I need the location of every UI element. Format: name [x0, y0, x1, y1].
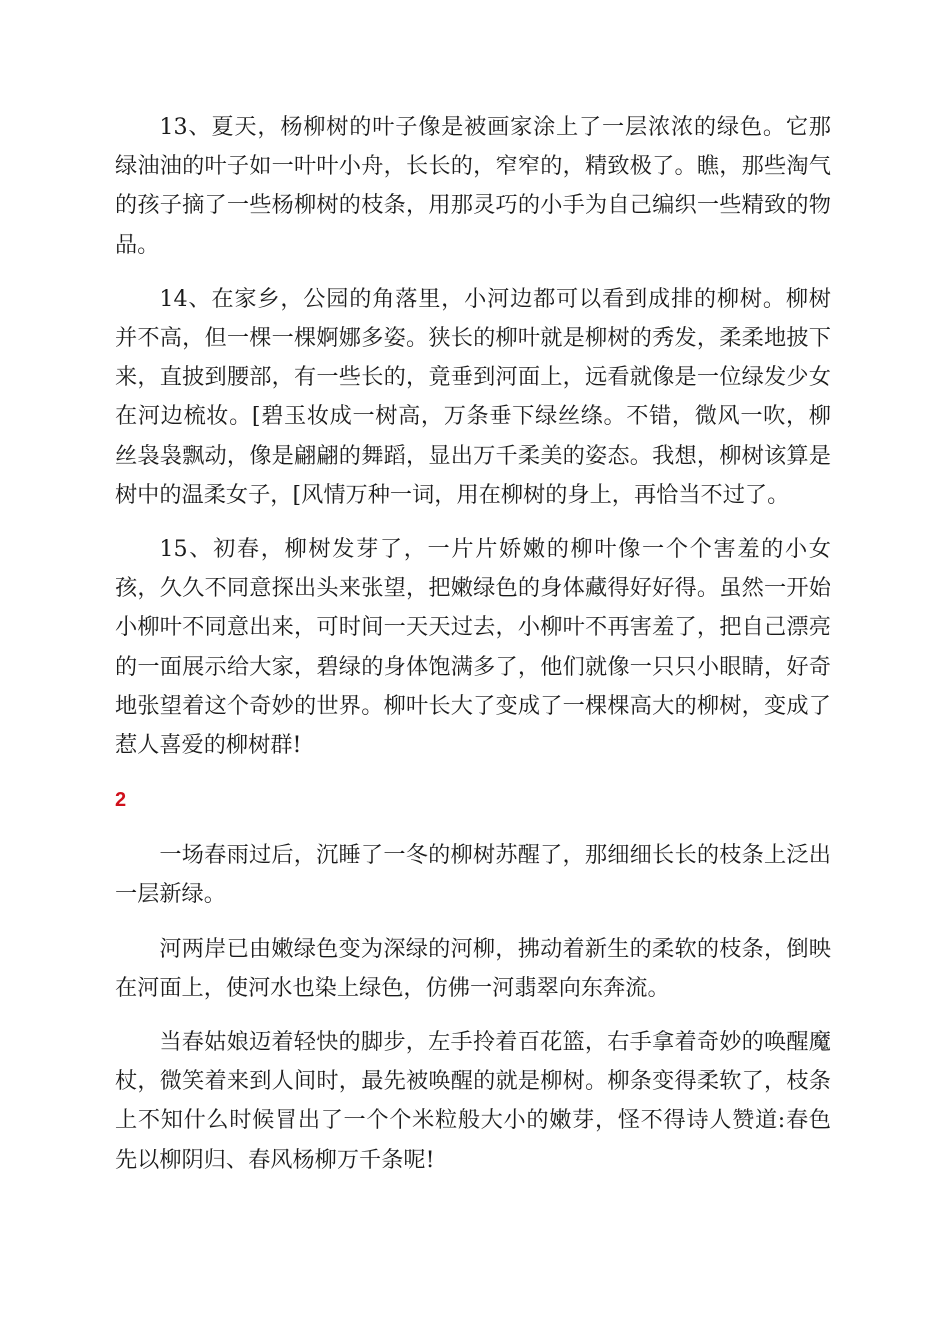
section-number: 2 — [115, 789, 127, 812]
paragraph-13: 13、夏天，杨柳树的叶子像是被画家涂上了一层浓浓的绿色。它那绿油油的叶子如一叶叶小舟，长长的，窄窄的，精致极了。瞧，那些淘气的孩子摘了一些杨柳树的枝条，用那灵巧的小手为自己编织一些精致的物品。 — [115, 114, 831, 258]
paragraph-spring-girl: 当春姑娘迈着轻快的脚步，左手拎着百花篮，右手拿着奇妙的唤醒魔杖，微笑着来到人间时，最先被唤醒的就是柳树。柳条变得柔软了，枝条上不知什么时候冒出了一个个米粒般大小的嫩芽，怪不得诗人赞道:春色先以柳阴归、春风杨柳万千条呢! — [115, 1029, 831, 1173]
document-body — [115, 108, 831, 1180]
paragraph-spring-rain: 一场春雨过后，沉睡了一冬的柳树苏醒了，那细细长长的枝条上泛出一层新绿。 — [115, 842, 831, 908]
paragraph-14: 14、在家乡，公园的角落里，小河边都可以看到成排的柳树。柳树并不高，但一棵一棵婀娜多姿。狭长的柳叶就是柳树的秀发，柔柔地披下来，直披到腰部，有一些长的，竟垂到河面上，远看就像是一位绿发少女在河边梳妆。[碧玉妆成一树高，万条垂下绿丝绦。不错，微风一吹，柳丝袅袅飘动，像是翩翩的舞蹈，显出万千柔美的姿态。我想，柳树该算是树中的温柔女子，[风情万种一词，用在柳树的身上，再恰当不过了。 — [115, 285, 831, 508]
paragraph-15: 15、初春，柳树发芽了，一片片娇嫩的柳叶像一个个害羞的小女孩，久久不同意探出头来张望，把嫩绿色的身体藏得好好得。虽然一开始小柳叶不同意出来，可时间一天天过去，小柳叶不再害羞了，把自己漂亮的一面展示给大家，碧绿的身体饱满多了，他们就像一只只小眼睛，好奇地张望着这个奇妙的世界。柳叶长大了变成了一棵棵高大的柳树，变成了惹人喜爱的柳树群! — [115, 536, 831, 759]
paragraph-river-willows: 河两岸已由嫩绿色变为深绿的河柳，拂动着新生的柔软的枝条，倒映在河面上，使河水也染上绿色，仿佛一河翡翠向东奔流。 — [115, 935, 831, 1001]
